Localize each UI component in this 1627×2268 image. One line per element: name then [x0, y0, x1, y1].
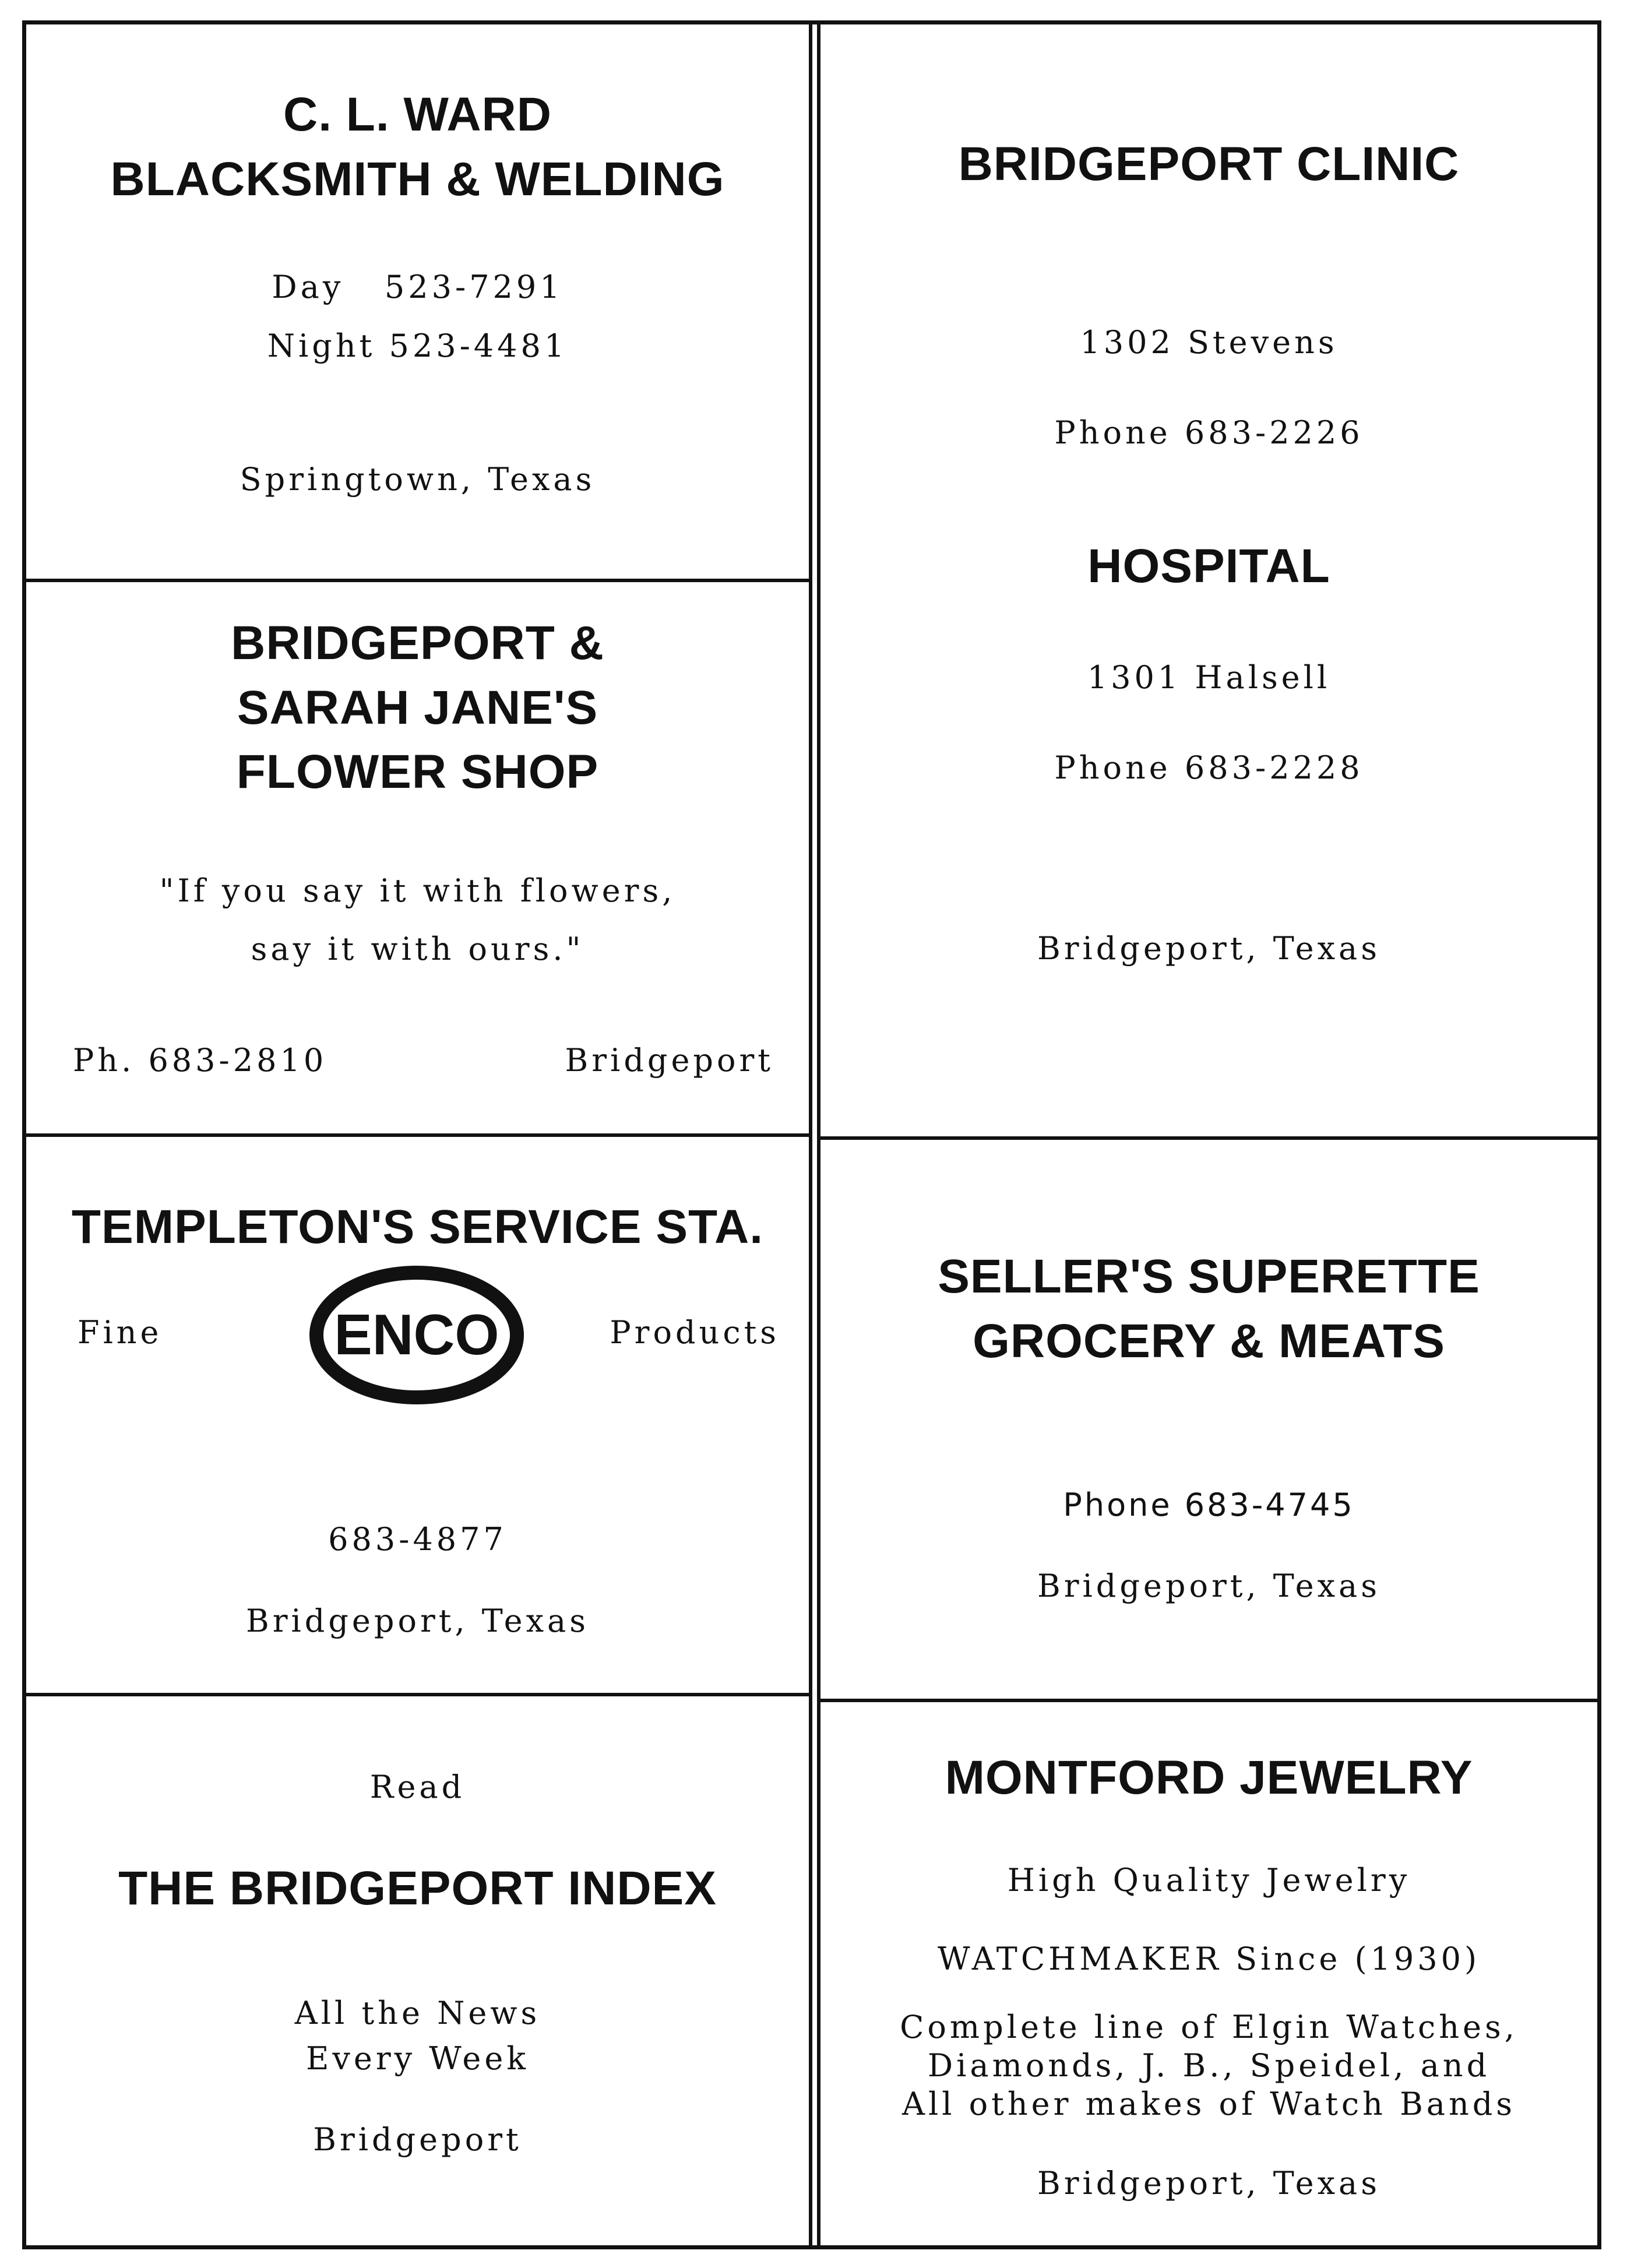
templeton-phone: 683-4877: [328, 1521, 507, 1558]
enco-logo: [306, 1262, 527, 1408]
hospital-address: 1301 Halsell: [1087, 659, 1331, 696]
border-right: [1597, 20, 1601, 2249]
ward-title-line2: BLACKSMITH & WELDING: [110, 152, 725, 206]
templeton-fine: Fine: [78, 1314, 163, 1351]
montford-line1: High Quality Jewelry: [1007, 1862, 1411, 1899]
clinic-phone: Phone 683-2226: [1054, 414, 1364, 451]
ward-day-phone: 523-7291: [384, 269, 564, 305]
sellers-phone: Phone 683-4745: [1063, 1487, 1355, 1523]
ward-day-line: [26, 263, 809, 311]
ad-bridgeport-index: [26, 1696, 809, 2245]
ad-montford-jewelry: [820, 1702, 1597, 2245]
templeton-location: Bridgeport, Texas: [246, 1603, 589, 1639]
ward-title-line1: C. L. WARD: [283, 88, 552, 141]
ad-sellers-superette: [820, 1140, 1597, 1699]
sellers-title-line2: GROCERY & MEATS: [973, 1314, 1445, 1368]
flower-title-line3: FLOWER SHOP: [236, 745, 599, 799]
flower-slogan-line2: say it with ours.": [251, 931, 584, 967]
templeton-products: Products: [610, 1314, 780, 1351]
flower-phone: Ph. 683-2810: [73, 1042, 327, 1079]
index-title: THE BRIDGEPORT INDEX: [118, 1862, 717, 1915]
ad-bridgeport-clinic: [820, 24, 1597, 1136]
ad-cl-ward: [26, 24, 809, 579]
sellers-location: Bridgeport, Texas: [1037, 1568, 1381, 1604]
enco-logo-text: ENCO: [334, 1302, 499, 1367]
ward-night-phone: 523-4481: [389, 327, 568, 364]
templeton-title: TEMPLETON'S SERVICE STA.: [71, 1200, 764, 1253]
index-tagline-line1: All the News: [294, 1995, 541, 2031]
ad-flower-shop: [26, 582, 809, 1133]
montford-title: MONTFORD JEWELRY: [945, 1751, 1473, 1804]
hospital-title: HOSPITAL: [1087, 540, 1330, 593]
index-tagline-line2: Every Week: [305, 2040, 530, 2077]
index-location: Bridgeport: [313, 2121, 522, 2158]
ward-day-label: Day: [272, 269, 344, 305]
flower-slogan-line1: "If you say it with flowers,: [159, 872, 676, 909]
index-intro: Read: [369, 1769, 466, 1805]
hospital-phone: Phone 683-2228: [1054, 749, 1364, 786]
advertisement-page: [22, 20, 1601, 2249]
montford-line2: WATCHMAKER Since (1930): [937, 1941, 1481, 1977]
clinic-address: 1302 Stevens: [1080, 324, 1338, 361]
ward-night-line: [26, 322, 809, 369]
montford-desc-line1: Complete line of Elgin Watches,: [900, 2009, 1518, 2045]
flower-title-line1: BRIDGEPORT &: [231, 617, 604, 670]
ward-location: Springtown, Texas: [240, 461, 596, 498]
clinic-title: BRIDGEPORT CLINIC: [958, 138, 1460, 191]
ward-night-label: Night: [267, 327, 376, 364]
ad-templeton-service: [26, 1137, 809, 1693]
montford-desc-line2: Diamonds, J. B., Speidel, and: [927, 2047, 1491, 2084]
flower-title-line2: SARAH JANE'S: [237, 681, 598, 734]
clinic-location: Bridgeport, Texas: [1037, 930, 1381, 967]
flower-location: Bridgeport: [565, 1042, 774, 1079]
sellers-title-line1: SELLER'S SUPERETTE: [938, 1250, 1480, 1303]
montford-desc-line3: All other makes of Watch Bands: [901, 2086, 1516, 2122]
montford-location: Bridgeport, Texas: [1037, 2165, 1381, 2202]
